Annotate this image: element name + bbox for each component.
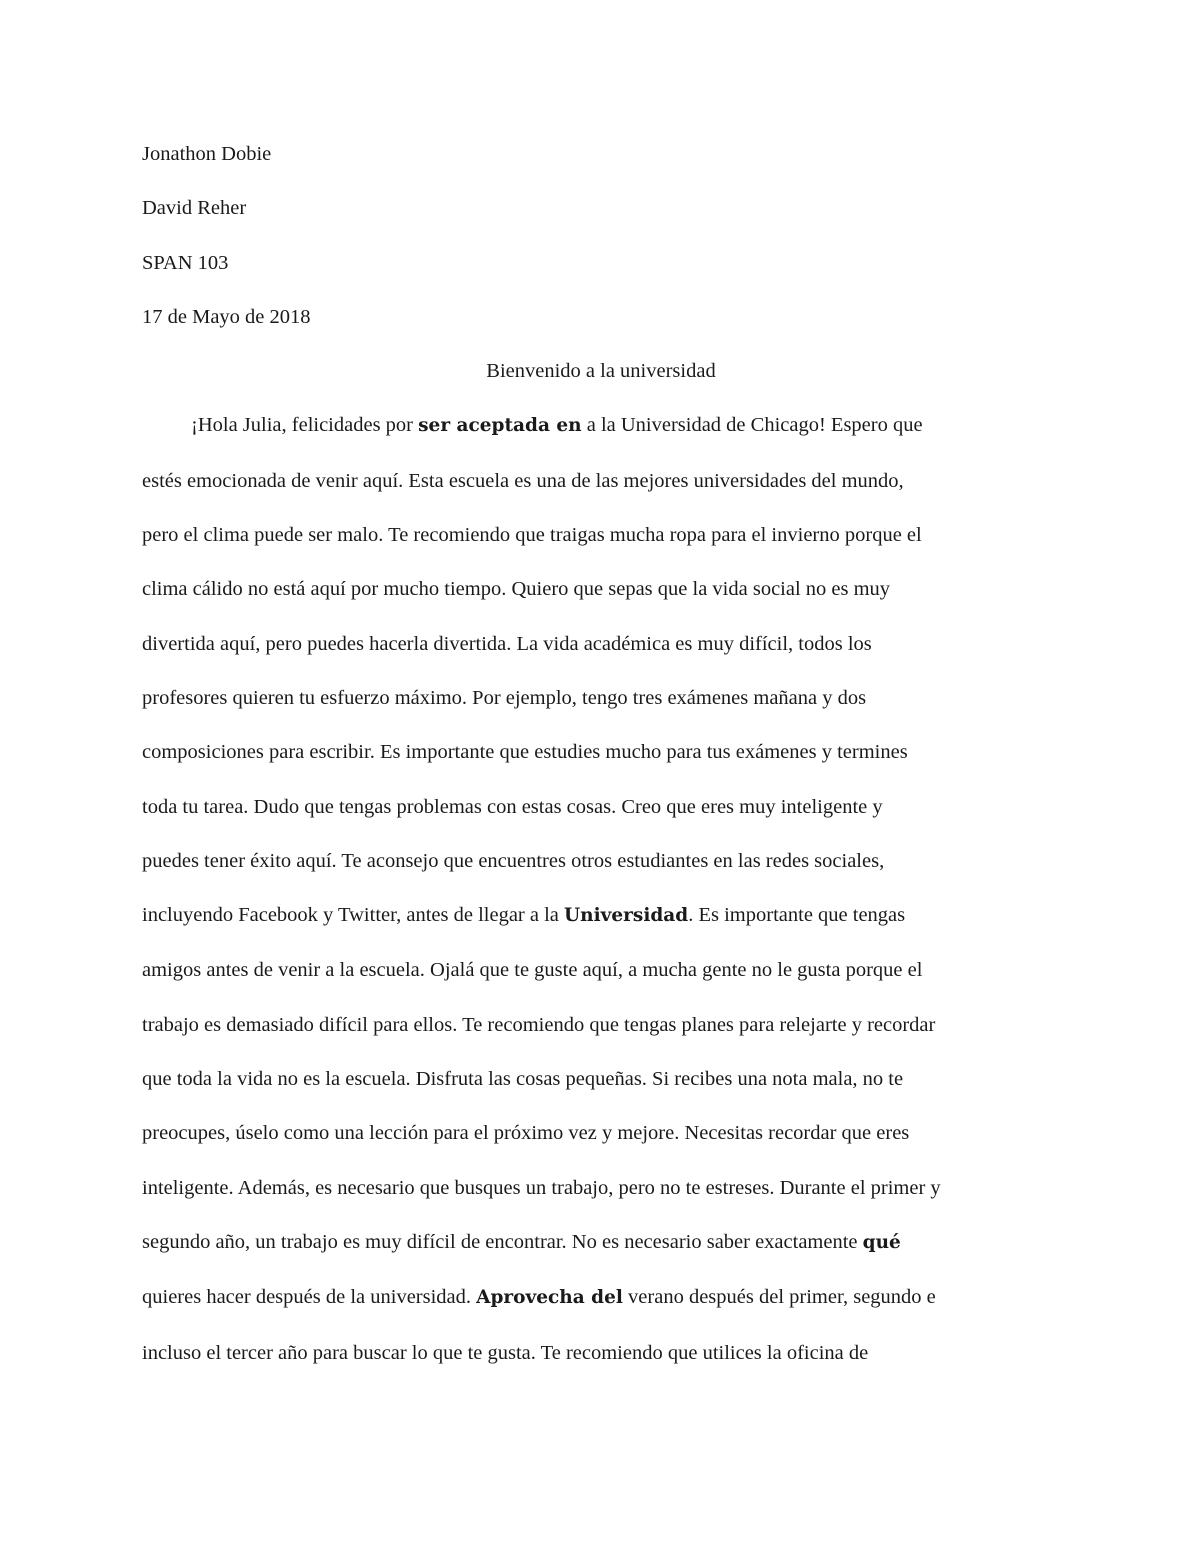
paragraph-line [142,671,1060,725]
paragraph-line [142,1052,1060,1106]
text-segment: incluyendo Facebook y Twitter, antes de llegar a la [142,904,565,927]
course-code: SPAN 103 [142,251,229,274]
text-segment: a la Universidad de Chicago! Espero que [581,414,923,437]
text-segment: quieres hacer después de la universidad. [142,1286,477,1309]
bold-text-segment: ser aceptada en [418,415,582,437]
paragraph-line [142,508,1060,562]
student-name: Jonathon Dobie [142,143,272,165]
paragraph-line [142,1161,1060,1215]
essay-body [142,398,1060,1379]
essay-title: Bienvenido a la universidad [486,360,716,383]
paragraph-line [142,562,1060,616]
paragraph-line [142,398,1060,453]
paragraph-line [142,454,1060,508]
instructor-name: David Reher [142,197,247,220]
text-segment: toda tu tarea. Dudo que tengas problemas con estas cosas. Creo que eres muy inteligente y [142,795,883,818]
text-segment: incluso el tercer año para buscar lo que te gusta. Te recomiendo que utilices la oficina de [142,1341,869,1364]
document-date: 17 de Mayo de 2018 [142,305,311,328]
paragraph-line [142,1215,1060,1270]
paragraph-line [142,1270,1060,1325]
text-segment: inteligente. Además, es necesario que busques un trabajo, pero no te estreses. Durante el primer y [142,1176,941,1199]
text-segment: estés emocionada de venir aquí. Esta escuela es una de las mejores universidades del mundo, [142,469,904,492]
paragraph-line [142,780,1060,834]
paragraph-line [142,617,1060,671]
text-segment: preocupes, úselo como una lección para el próximo vez y mejore. Necesitas recordar que eres [142,1122,910,1145]
text-segment: ¡Hola Julia, felicidades por [191,414,419,437]
paragraph-line [142,834,1060,888]
text-segment: composiciones para escribir. Es importante que estudies mucho para tus exámenes y termines [142,741,908,764]
text-segment: divertida aquí, pero puedes hacerla divertida. La vida académica es muy difícil, todos los [142,632,872,655]
text-segment: verano después del primer, segundo e [622,1286,936,1309]
bold-text-segment: qué [862,1231,901,1253]
text-segment: que toda la vida no es la escuela. Disfruta las cosas pequeñas. Si recibes una nota mala, no te [142,1068,904,1091]
document-content [142,127,1060,1380]
text-segment: amigos antes de venir a la escuela. Ojalá que te guste aquí, a mucha gente no le gusta porque el [142,959,923,982]
paragraph-line [142,888,1060,943]
text-segment: segundo año, un trabajo es muy difícil de encontrar. No es necesario saber exactamente [142,1230,863,1253]
paragraph-line [142,1326,1060,1380]
text-segment: trabajo es demasiado difícil para ellos. Te recomiendo que tengas planes para relejarte y recordar [142,1013,936,1036]
bold-text-segment: Aprovecha del [476,1287,623,1309]
paragraph-line [142,943,1060,997]
paragraph-line [142,1106,1060,1160]
text-segment: puedes tener éxito aquí. Te aconsejo que encuentres otros estudiantes en las redes sociales, [142,849,885,872]
paragraph-line [142,725,1060,779]
bold-text-segment: Universidad [564,905,689,927]
paragraph-line [142,998,1060,1052]
text-segment: clima cálido no está aquí por mucho tiempo. Quiero que sepas que la vida social no es muy [142,578,891,601]
text-segment: pero el clima puede ser malo. Te recomiendo que traigas mucha ropa para el invierno porque el [142,524,922,547]
text-segment: . Es importante que tengas [688,904,906,927]
text-segment: profesores quieren tu esfuerzo máximo. Por ejemplo, tengo tres exámenes mañana y dos [142,686,867,709]
